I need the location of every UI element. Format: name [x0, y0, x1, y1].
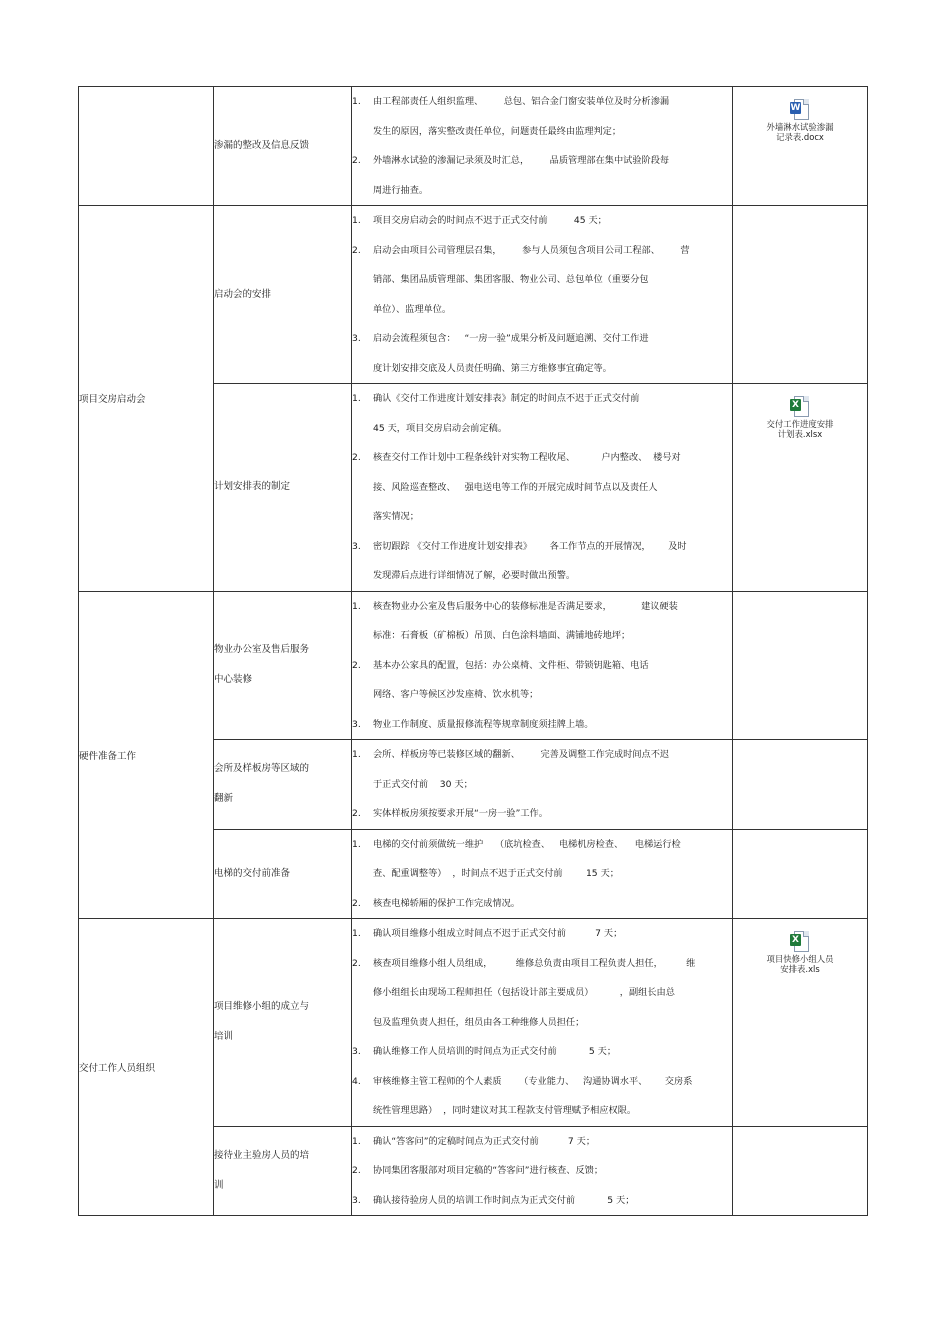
item-text-line: 电梯的交付前须做统一维护 （底坑检查、 电梯机房检查、 电梯运行检	[373, 838, 681, 850]
attachment-filename[interactable]: 交付工作进度安排	[766, 419, 834, 429]
item-text	[373, 87, 732, 146]
list-item	[352, 919, 732, 949]
item-number: 1.	[352, 393, 361, 404]
item-text	[373, 1186, 732, 1216]
attachment-file[interactable]	[733, 87, 867, 142]
subtopic-title-line: 项目维修小组的成立与	[214, 1001, 310, 1013]
subtopic-title-line: 会所及样板房等区域的	[214, 763, 310, 775]
list-item	[352, 1067, 732, 1126]
item-text-line: 于正式交付前 30 天；	[373, 778, 473, 790]
item-number: 3.	[352, 1194, 361, 1206]
item-text-line: 销部、集团品质管理部、集团客服、物业公司、总包单位（重要分包	[373, 274, 649, 285]
item-text-line: 修小组组长由现场工程师担任（包括设计部主要成员） ，副组长由总	[373, 987, 675, 998]
table-row	[79, 591, 868, 740]
item-text-line: 实体样板房须按要求开展“一房一验”工作。	[373, 808, 548, 819]
item-text-line: 核查交付工作计划中工程条线针对实物工程收尾、 户内整改、 楼号对	[373, 452, 681, 463]
item-number: 2.	[352, 244, 361, 256]
requirements-cell	[352, 206, 733, 384]
item-text	[373, 324, 732, 383]
item-text	[373, 1156, 732, 1186]
list-item	[352, 324, 732, 383]
attachment-cell	[733, 1126, 868, 1216]
list-item	[352, 1037, 732, 1067]
list-item	[352, 1186, 732, 1216]
item-text-line: 启动会由项目公司管理层召集， 参与人员须包含项目公司工程部、 营	[373, 244, 690, 256]
excel-spreadsheet-icon[interactable]: X	[790, 396, 810, 418]
attachment-file[interactable]	[733, 384, 867, 439]
table-row	[79, 919, 868, 1127]
item-number: 1.	[352, 96, 361, 107]
item-text-line: 统性管理思路） ，同时建议对其工程款支付管理赋予相应权限。	[373, 1105, 637, 1116]
item-text-line: 由工程部责任人组织监理、 总包、铝合金门窗安装单位及时分析渗漏	[373, 96, 670, 107]
item-text-line: 物业工作制度、质量报修流程等规章制度须挂牌上墙。	[373, 718, 594, 730]
attachment-filename[interactable]: 外墙淋水试验渗漏	[766, 122, 834, 132]
list-item	[352, 532, 732, 591]
item-text	[373, 532, 732, 591]
attachment-cell	[733, 384, 868, 592]
table-row	[79, 87, 868, 206]
item-text-line: 发生的原因，落实整改责任单位，问题责任最终由监理判定；	[373, 125, 622, 137]
subtopic-title-line: 训	[214, 1179, 224, 1191]
list-item	[352, 1156, 732, 1186]
attachment-cell	[733, 206, 868, 384]
item-text-line: 发现滞后点进行详细情况了解，必要时做出预警。	[373, 570, 576, 581]
item-text-line: 单位）、监理单位。	[373, 303, 452, 315]
item-text	[373, 889, 732, 919]
item-text	[373, 651, 732, 710]
requirements-cell	[352, 591, 733, 740]
item-text	[373, 1067, 732, 1126]
category-label: 交付工作人员组织	[79, 1063, 156, 1074]
item-text-line: 基本办公家具的配置，包括：办公桌椅、文件柜、带锁钥匙箱、电话	[373, 659, 649, 671]
item-text	[373, 949, 732, 1038]
item-number: 2.	[352, 1165, 361, 1176]
subtopic-cell	[214, 1126, 352, 1216]
category-label: 硬件准备工作	[79, 750, 137, 762]
word-document-icon[interactable]: W	[790, 99, 810, 121]
item-text	[373, 830, 732, 889]
item-text	[373, 919, 732, 949]
table-row	[79, 206, 868, 384]
requirements-cell	[352, 384, 733, 592]
item-number: 2.	[352, 155, 361, 166]
item-number: 2.	[352, 957, 361, 969]
list-item	[352, 206, 732, 236]
item-text-line: 确认“答客问”的定稿时间点为正式交付前 7 天；	[373, 1135, 596, 1147]
subtopic-title-line: 计划安排表的制定	[214, 481, 291, 493]
attachment-cell	[733, 740, 868, 830]
item-text-line: 45 天，项目交房启动会前定稿。	[373, 422, 508, 434]
requirements-cell	[352, 740, 733, 830]
item-text-line: 确认项目维修小组成立时间点不迟于正式交付前 7 天；	[373, 928, 623, 939]
item-text-line: 核查物业办公室及售后服务中心的装修标准是否满足要求， 建议硬装	[373, 600, 678, 612]
attachment-file[interactable]	[733, 919, 867, 974]
category-cell	[79, 206, 214, 592]
list-item	[352, 146, 732, 205]
item-text-line: 确认《交付工作进度计划安排表》制定的时间点不迟于正式交付前	[373, 393, 640, 404]
item-text-line: 确认维修工作人员培训的时间点为正式交付前 5 天；	[373, 1046, 617, 1057]
item-text-line: 协同集团客服部对项目定稿的“答客问”进行核查、反馈；	[373, 1165, 604, 1176]
subtopic-cell	[214, 384, 352, 592]
subtopic-cell	[214, 829, 352, 919]
subtopic-cell	[214, 740, 352, 830]
item-text-line: 接、风险巡查整改、 强电送电等工作的开展完成时间节点以及责任人	[373, 481, 658, 493]
item-number: 1.	[352, 749, 361, 760]
subtopic-title-line: 启动会的安排	[214, 288, 272, 300]
subtopic-title-line: 物业办公室及售后服务	[214, 644, 310, 656]
item-text-line: 网络、客户等候区沙发座椅、饮水机等；	[373, 689, 539, 700]
item-text-line: 项目交房启动会的时间点不迟于正式交付前 45 天；	[373, 215, 607, 226]
item-number: 3.	[352, 540, 361, 552]
item-number: 2.	[352, 452, 361, 463]
item-text-line: 外墙淋水试验的渗漏记录须及时汇总， 品质管理部在集中试验阶段每	[373, 155, 670, 166]
item-text	[373, 799, 732, 829]
excel-spreadsheet-icon[interactable]: X	[790, 931, 810, 953]
item-number: 1.	[352, 928, 361, 939]
category-cell	[79, 87, 214, 206]
item-number: 2.	[352, 808, 361, 819]
list-item	[352, 710, 732, 740]
delivery-checklist-table	[78, 86, 868, 1216]
item-text	[373, 443, 732, 532]
requirements-cell	[352, 87, 733, 206]
item-text	[373, 1037, 732, 1067]
list-item	[352, 592, 732, 651]
item-text	[373, 740, 732, 799]
list-item	[352, 889, 732, 919]
list-item	[352, 87, 732, 146]
item-number: 3.	[352, 333, 361, 344]
subtopic-title-line: 渗漏的整改及信息反馈	[214, 140, 310, 151]
item-text	[373, 592, 732, 651]
item-number: 1.	[352, 838, 361, 850]
subtopic-title-line: 接待业主验房人员的培	[214, 1149, 310, 1161]
item-text-line: 启动会流程须包含： “一房一验”成果分析及问题追溯、交付工作进	[373, 333, 649, 344]
item-text-line: 落实情况；	[373, 511, 419, 522]
item-text-line: 核查电梯轿厢的保护工作完成情况。	[373, 897, 520, 909]
item-text	[373, 236, 732, 325]
item-number: 1.	[352, 1135, 361, 1147]
category-cell	[79, 591, 214, 919]
category-cell	[79, 919, 214, 1216]
list-item	[352, 443, 732, 532]
item-text-line: 会所、样板房等已装修区域的翻新、 完善及调整工作完成时间点不迟	[373, 749, 670, 760]
attachment-filename[interactable]: 项目快修小组人员	[766, 954, 834, 964]
table-body	[79, 87, 868, 1216]
item-text	[373, 206, 732, 236]
item-text-line: 标准：石膏板（矿棉板）吊顶、白色涂料墙面、满铺地砖地坪；	[373, 630, 631, 641]
item-number: 3.	[352, 1046, 361, 1057]
category-label: 项目交房启动会	[79, 394, 146, 406]
subtopic-title-line: 翻新	[214, 793, 234, 805]
attachment-cell	[733, 87, 868, 206]
subtopic-title-line: 中心装修	[214, 674, 253, 686]
attachment-cell	[733, 829, 868, 919]
item-text	[373, 710, 732, 740]
attachment-filename[interactable]: 记录表.docx	[776, 132, 824, 142]
item-number: 1.	[352, 600, 361, 612]
item-number: 4.	[352, 1075, 361, 1087]
list-item	[352, 740, 732, 799]
item-text-line: 审核维修主管工程师的个人素质 （专业能力、 沟通协调水平、 交房系	[373, 1075, 693, 1087]
item-number: 3.	[352, 718, 361, 730]
item-number: 2.	[352, 659, 361, 671]
list-item	[352, 384, 732, 443]
list-item	[352, 236, 732, 325]
attachment-filename[interactable]: 安排表.xls	[780, 964, 820, 974]
requirements-cell	[352, 919, 733, 1127]
item-number: 1.	[352, 215, 361, 226]
list-item	[352, 799, 732, 829]
item-text	[373, 1127, 732, 1157]
subtopic-cell	[214, 206, 352, 384]
requirements-cell	[352, 829, 733, 919]
subtopic-title-line: 培训	[214, 1031, 234, 1043]
subtopic-cell	[214, 591, 352, 740]
list-item	[352, 1127, 732, 1157]
item-text-line: 核查项目维修小组人员组成， 维修总负责由项目工程负责人担任， 维	[373, 957, 696, 969]
attachment-cell	[733, 591, 868, 740]
item-text-line: 密切跟踪 《交付工作进度计划安排表》 各工作节点的开展情况， 及时	[373, 540, 687, 552]
item-text-line: 查、配重调整等） ，时间点不迟于正式交付前 15 天；	[373, 868, 619, 879]
requirements-cell	[352, 1126, 733, 1216]
item-text-line: 确认接待验房人员的培训工作时间点为正式交付前 5 天；	[373, 1194, 635, 1206]
attachment-filename[interactable]: 计划表.xlsx	[777, 429, 823, 439]
list-item	[352, 651, 732, 710]
item-text-line: 周进行抽查。	[373, 184, 429, 196]
item-text-line: 包及监理负责人担任，组员由各工种维修人员担任；	[373, 1016, 585, 1028]
item-text-line: 度计划安排交底及人员责任明确、第三方维修事宜确定等。	[373, 362, 612, 374]
subtopic-cell	[214, 87, 352, 206]
subtopic-title-line: 电梯的交付前准备	[214, 867, 291, 879]
item-text	[373, 384, 732, 443]
item-number: 2.	[352, 897, 361, 909]
attachment-cell	[733, 919, 868, 1127]
list-item	[352, 949, 732, 1038]
list-item	[352, 830, 732, 889]
item-text	[373, 146, 732, 205]
subtopic-cell	[214, 919, 352, 1127]
